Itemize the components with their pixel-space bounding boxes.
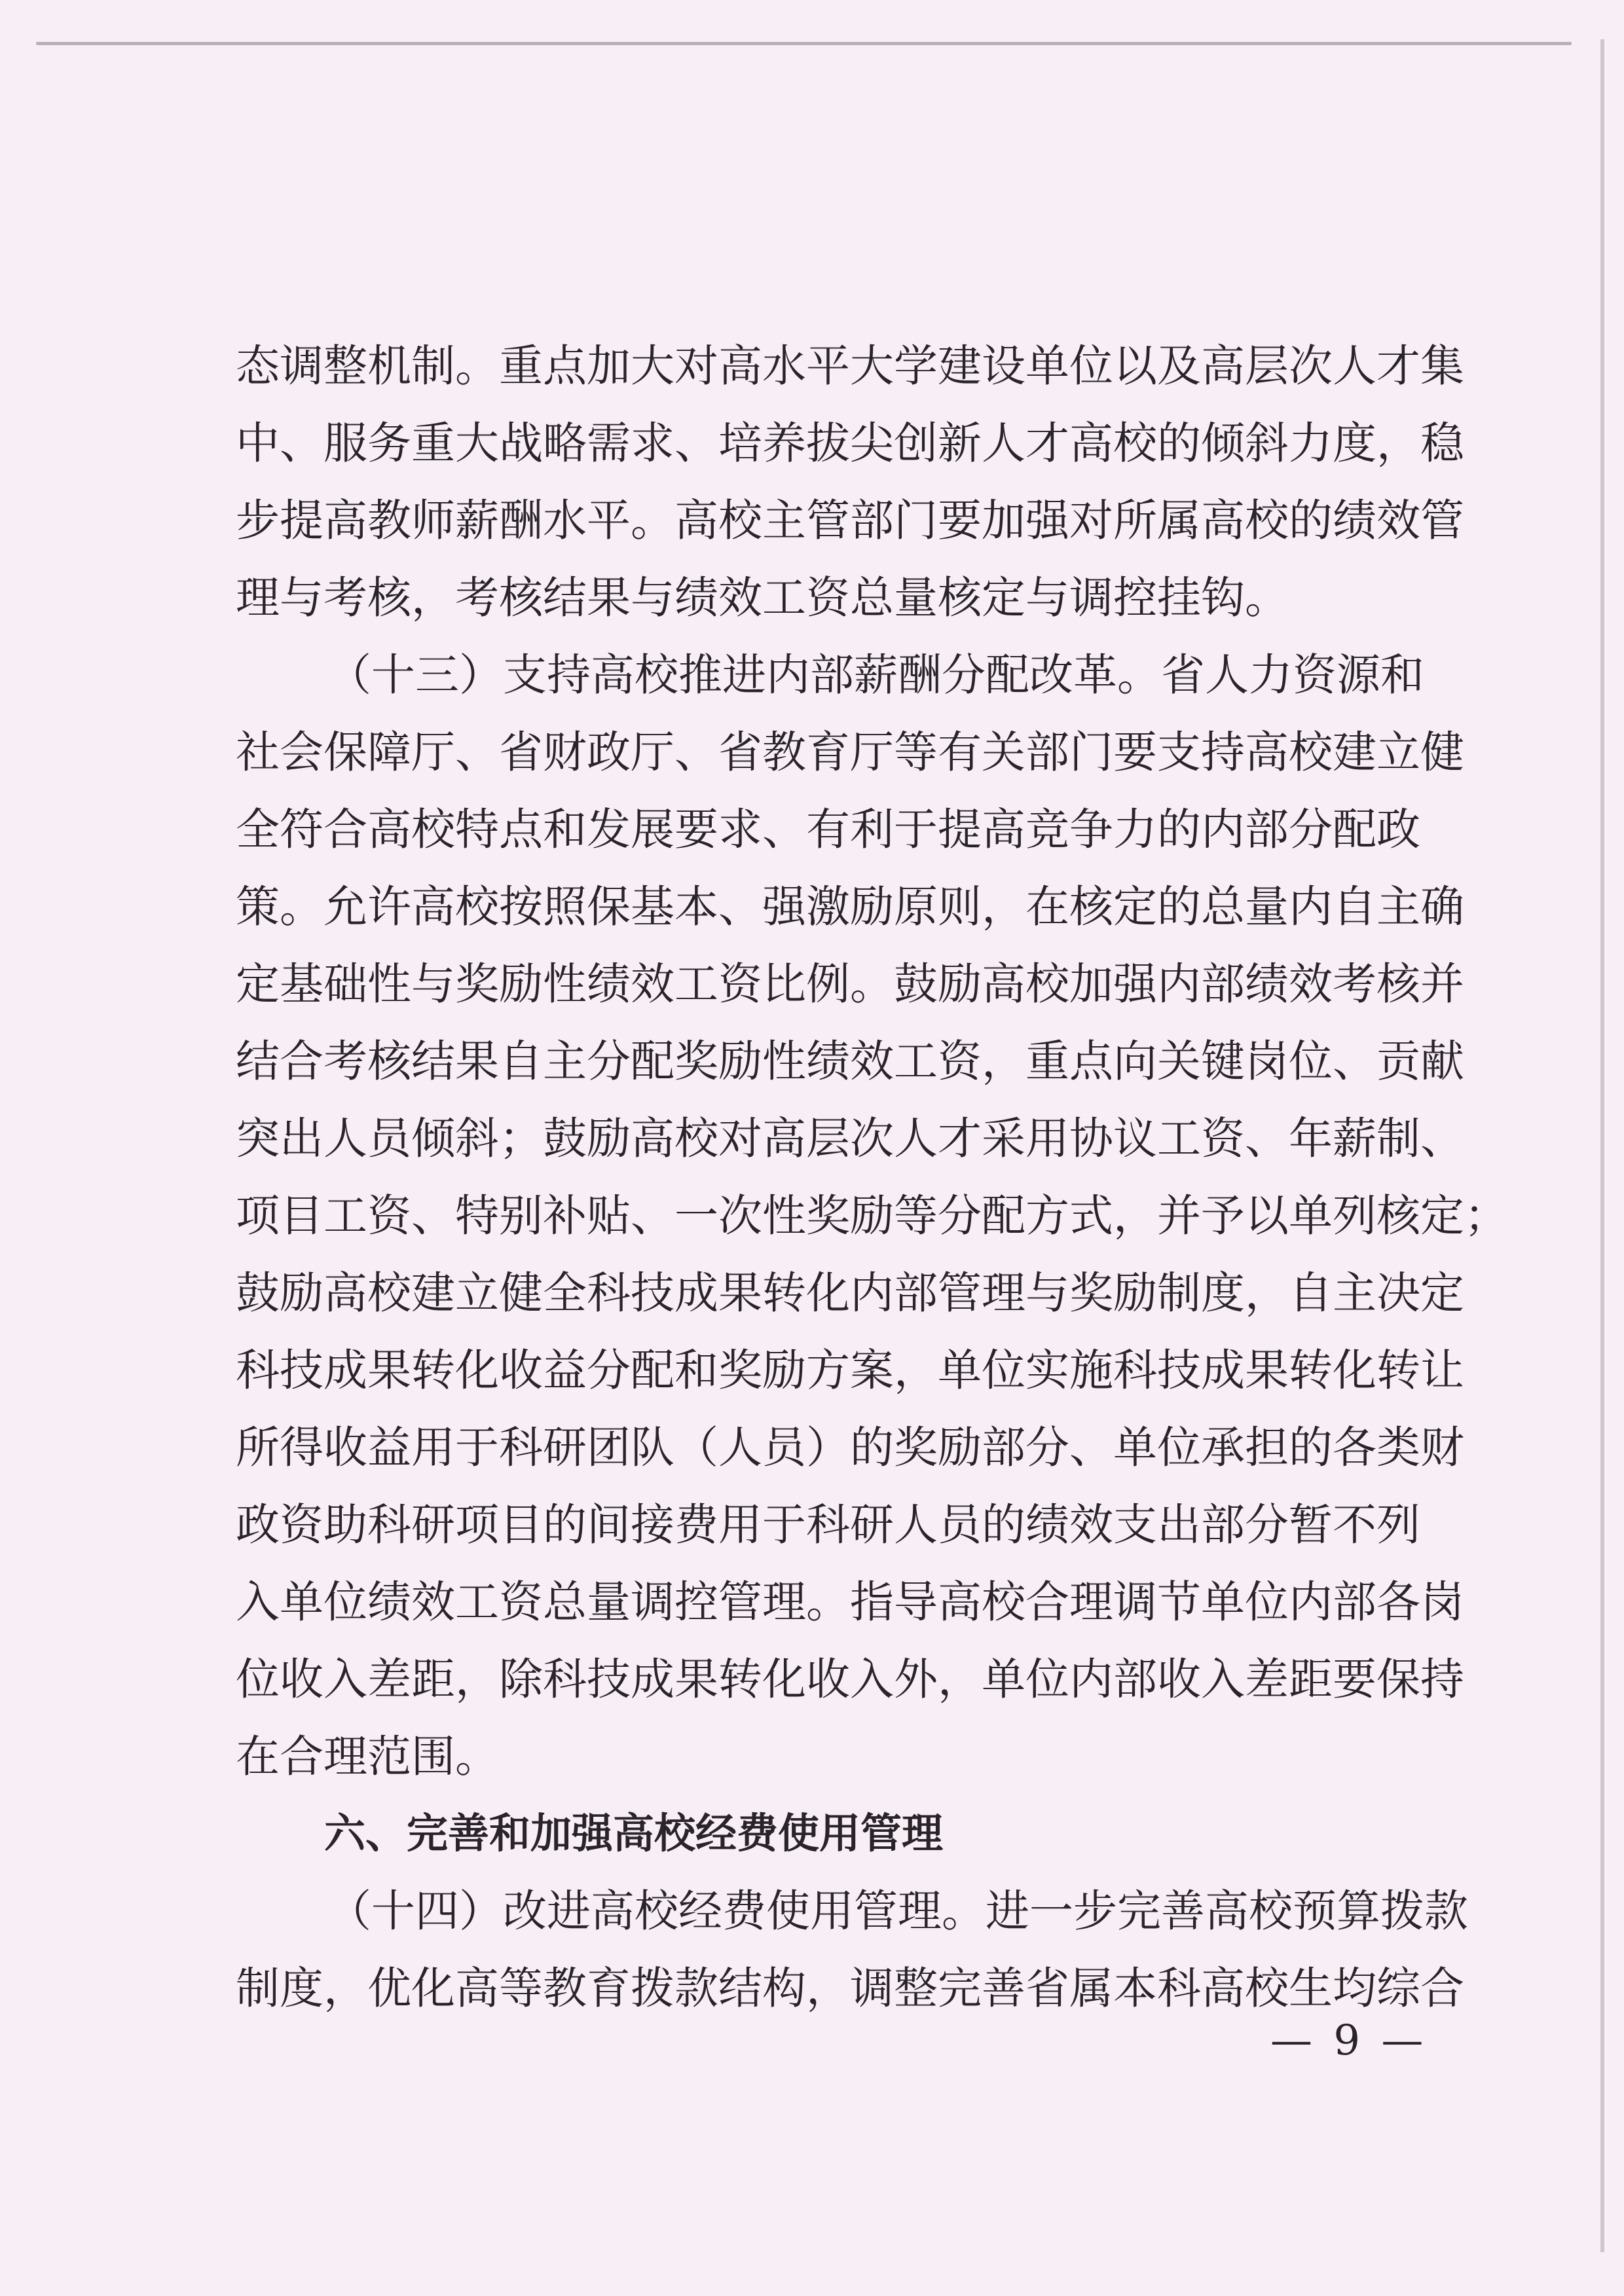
body-line: 定基础性与奖励性绩效工资比例。鼓励高校加强内部绩效考核并 [236, 958, 1464, 1010]
body-line: 在合理范围。 [236, 1731, 499, 1782]
section-14-title-line: （十四）改进高校经费使用管理。进一步完善高校预算拨款 [327, 1886, 1468, 1937]
body-line: 态调整机制。重点加大对高水平大学建设单位以及高层次人才集 [236, 340, 1464, 392]
page-number: — 9 — [1270, 2016, 1428, 2065]
section-13-title-line: （十三）支持高校推进内部薪酬分配改革。省人力资源和 [327, 649, 1424, 701]
body-line: 策。允许高校按照保基本、强激励原则，在核定的总量内自主确 [236, 881, 1464, 932]
body-line: 鼓励高校建立健全科技成果转化内部管理与奖励制度，自主决定 [236, 1267, 1464, 1319]
body-line: 政资助科研项目的间接费用于科研人员的绩效支出部分暂不列 [236, 1499, 1420, 1550]
body-line: 步提高教师薪酬水平。高校主管部门要加强对所属高校的绩效管 [236, 495, 1464, 546]
scan-top-rule [36, 42, 1572, 45]
body-line: 项目工资、特别补贴、一次性奖励等分配方式，并予以单列核定； [236, 1190, 1508, 1241]
scan-right-edge [1600, 39, 1604, 2252]
document-body [236, 327, 1508, 2027]
body-line: 理与考核，考核结果与绩效工资总量核定与调控挂钩。 [236, 572, 1289, 623]
body-line: 结合考核结果自主分配奖励性绩效工资，重点向关键岗位、贡献 [236, 1036, 1464, 1087]
body-line: 制度，优化高等教育拨款结构，调整完善省属本科高校生均综合 [236, 1963, 1464, 2014]
body-line: 所得收益用于科研团队（人员）的奖励部分、单位承担的各类财 [236, 1422, 1464, 1473]
body-line: 全符合高校特点和发展要求、有利于提高竞争力的内部分配政 [236, 804, 1420, 855]
body-line: 位收入差距，除科技成果转化收入外，单位内部收入差距要保持 [236, 1654, 1464, 1705]
body-line: 突出人员倾斜；鼓励高校对高层次人才采用协议工资、年薪制、 [236, 1113, 1464, 1164]
body-line: 中、服务重大战略需求、培养拔尖创新人才高校的倾斜力度，稳 [236, 418, 1464, 469]
body-line: 社会保障厅、省财政厅、省教育厅等有关部门要支持高校建立健 [236, 727, 1464, 778]
section-6-heading: 六、完善和加强高校经费使用管理 [324, 1810, 943, 1857]
body-line: 科技成果转化收益分配和奖励方案，单位实施科技成果转化转让 [236, 1345, 1464, 1396]
body-line: 入单位绩效工资总量调控管理。指导高校合理调节单位内部各岗 [236, 1576, 1464, 1628]
